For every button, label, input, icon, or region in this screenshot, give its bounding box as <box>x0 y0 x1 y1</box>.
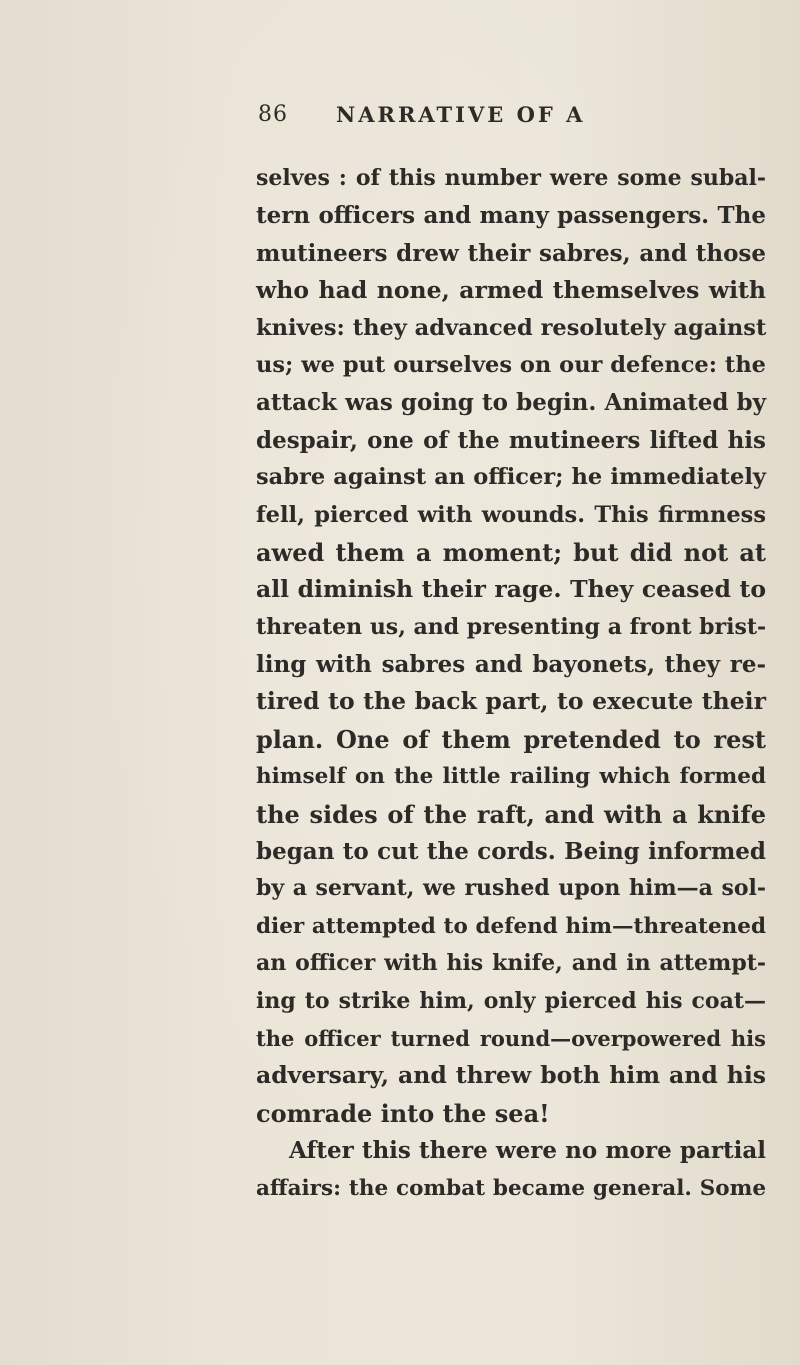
text-line: knives: they advanced resolutely against <box>256 314 767 341</box>
text-line: attack was going to begin. Animated by <box>256 389 766 417</box>
text-line: ling with sabres and bayonets, they re- <box>256 651 766 679</box>
text-line: tired to the back part, to execute their <box>256 687 766 716</box>
text-line: by a servant, we rushed upon him—a sol- <box>256 875 766 902</box>
text-line: ing to strike him, only pierced his coat— <box>256 987 766 1014</box>
text-line: comrade into the sea! <box>256 1098 550 1128</box>
text-line: the officer turned round—overpowered his <box>256 1025 766 1051</box>
text-line: sabre against an officer; he immediately <box>256 464 766 491</box>
text-line: adversary, and threw both him and his <box>256 1061 766 1090</box>
text-line: affairs: the combat became general. Some <box>256 1175 766 1201</box>
text-line: us; we put ourselves on our defence: the <box>256 351 766 378</box>
text-line: despair, one of the mutineers lifted his <box>256 426 766 454</box>
page-number: 86 <box>258 102 288 127</box>
text-line: the sides of the raft, and with a knife <box>256 799 766 829</box>
text-line: an officer with his knife, and in attempt- <box>256 950 766 977</box>
running-head: NARRATIVE OF A <box>336 102 586 127</box>
text-line: began to cut the cords. Being informed <box>256 838 766 866</box>
text-line: mutineers drew their sabres, and those <box>256 239 766 267</box>
text-line: awed them a moment; but did not at <box>256 537 766 567</box>
text-line: who had none, armed themselves with <box>256 276 766 305</box>
text-line: tern officers and many passengers. The <box>256 202 766 230</box>
text-line: fell, pierced with wounds. This firmness <box>256 501 766 528</box>
text-line: After this there were no more partial <box>289 1137 766 1165</box>
text-line: dier attempted to defend him—threatened <box>256 913 766 939</box>
body-text <box>256 160 766 1207</box>
text-line: threaten us, and presenting a front brist- <box>256 613 767 640</box>
page-header <box>0 102 800 132</box>
text-line: selves : of this number were some subal- <box>256 165 766 191</box>
text-line: plan. One of them pretended to rest <box>256 724 766 754</box>
text-line: all diminish their rage. They ceased to <box>256 575 766 604</box>
text-line: himself on the little railing which formed <box>256 764 766 790</box>
